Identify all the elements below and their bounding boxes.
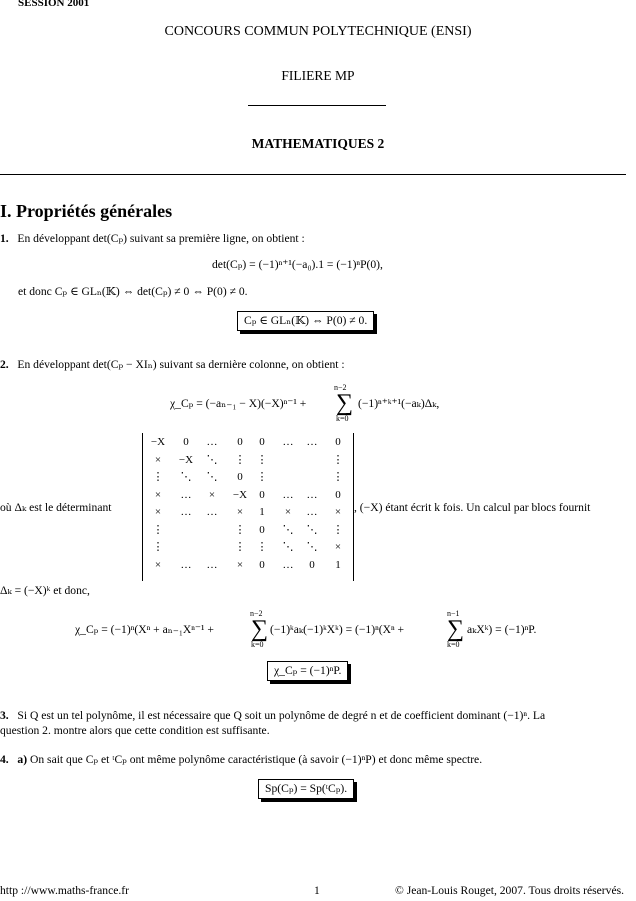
determinant-cell: −X	[232, 488, 248, 501]
determinant-cell: ×	[334, 506, 342, 518]
determinant-cell: ×	[208, 488, 216, 501]
determinant-intro: où Δₖ est le déterminant	[0, 501, 112, 514]
determinant-cell: 0	[259, 558, 265, 571]
determinant-cell: …	[180, 506, 192, 518]
determinant-cell: ⋮	[234, 523, 246, 536]
determinant-cell: 0	[259, 523, 265, 536]
determinant-cell: …	[206, 506, 218, 518]
determinant-cell: ×	[154, 506, 162, 518]
q2-boxed-result: χ_Cₚ = (−1)ⁿP.	[267, 661, 348, 681]
q3-number: 3.	[0, 709, 9, 722]
determinant-cell: −X	[150, 436, 166, 448]
determinant-cell: ⋱	[206, 471, 218, 483]
determinant-remark: , (−X) étant écrit k fois. Un calcul par blocs fournit	[354, 501, 591, 514]
determinant-cell: 0	[259, 436, 265, 448]
determinant-cell: ⋮	[332, 523, 344, 536]
q2-chi-eq-a: χ_Cₚ = (−1)ⁿ(Xⁿ + aₙ₋₁Xⁿ⁻¹ +	[75, 623, 214, 636]
determinant-cell: …	[206, 436, 218, 448]
matiere-title: MATHEMATIQUES 2	[251, 136, 385, 151]
filiere-title: FILIERE MP	[281, 68, 355, 83]
sum2-sigma: ∑	[251, 616, 269, 642]
determinant-cell: ×	[334, 541, 342, 553]
q4-text: 4. a) On sait que Cₚ et ᵗCₚ ont même polynôme caractéristique (à savoir (−1)ⁿP) et donc même spectre.	[0, 753, 483, 766]
determinant-cell: …	[306, 488, 318, 501]
determinant-cell: ⋮	[152, 523, 164, 536]
determinant-cell: …	[306, 436, 318, 448]
q1-equivalence: et donc Cₚ ∈ GLₙ(𝕂) ⇔ det(Cₚ) ≠ 0 ⇔ P(0) ≠ 0.	[18, 285, 248, 298]
determinant-cell: 0	[259, 488, 265, 501]
determinant-cell: ×	[284, 506, 292, 518]
determinant-cell: ×	[154, 453, 162, 466]
sum2-upper: n−2	[250, 609, 263, 618]
determinant-cell: ⋮	[332, 471, 344, 483]
determinant-cell: 0	[183, 436, 189, 448]
determinant-cell: 0	[335, 488, 341, 501]
determinant-cell: ×	[236, 558, 244, 571]
q4-boxed-result: Sp(Cₚ) = Sp(ᵗCₚ).	[258, 779, 354, 799]
determinant-cell: 0	[237, 471, 243, 483]
q1-boxed-result: Cₚ ∈ GLₙ(𝕂) ⇔ P(0) ≠ 0.	[237, 311, 374, 331]
determinant-cell: …	[206, 558, 218, 571]
concours-title: CONCOURS COMMUN POLYTECHNIQUE (ENSI)	[164, 24, 472, 39]
determinant-cell: ⋮	[256, 453, 268, 466]
determinant-cell: ⋮	[152, 471, 164, 483]
determinant-cell: 0	[237, 436, 243, 448]
q2-equation-right: (−1)ⁿ⁺ᵏ⁺¹(−aₖ)Δₖ,	[358, 397, 440, 410]
determinant-cell: 0	[309, 558, 315, 571]
q4-number: 4.	[0, 753, 9, 766]
sum3-lower: k=0	[447, 640, 460, 649]
session-label: SESSION 2001	[18, 0, 90, 9]
determinant-cell: 0	[335, 436, 341, 448]
determinant-cell: …	[282, 436, 294, 448]
sum1-lower: k=0	[336, 414, 349, 423]
q4-part-label: a)	[17, 753, 28, 766]
determinant-cell: …	[306, 506, 318, 518]
determinant-cell: ×	[236, 506, 244, 518]
determinant-cell: ⋮	[332, 453, 344, 466]
short-rule	[248, 105, 386, 106]
sum1-sigma: ∑	[336, 390, 354, 416]
determinant-cell: ⋮	[152, 541, 164, 553]
q2-chi-eq-c: aₖXᵏ) = (−1)ⁿP.	[467, 623, 537, 636]
q3-line1: 3. Si Q est un tel polynôme, il est nécessaire que Q soit un polynôme de degré n et de coefficient dominant (−1)ⁿ. La	[0, 709, 546, 722]
determinant-cell: ⋱	[206, 453, 218, 466]
q3-line2: question 2. montre alors que cette condition est suffisante.	[0, 724, 270, 737]
determinant-cell: ⋱	[306, 541, 318, 553]
q1-number: 1.	[0, 232, 9, 245]
determinant-cell: 1	[335, 558, 341, 571]
sum1-upper: n−2	[334, 383, 347, 392]
sum3-sigma: ∑	[447, 616, 465, 642]
section-title: I. Propriétés générales	[0, 201, 173, 221]
determinant-matrix	[142, 433, 354, 581]
footer-copyright: © Jean-Louis Rouget, 2007. Tous droits réservés.	[395, 884, 624, 897]
determinant-cell: …	[282, 558, 294, 571]
determinant-cell: ⋱	[180, 471, 192, 483]
determinant-cell: ⋮	[234, 453, 246, 466]
determinant-cell: ⋮	[256, 541, 268, 553]
determinant-cell: ⋱	[282, 541, 294, 553]
q2-intro: 2. En développant det(Cₚ − XIₙ) suivant sa dernière colonne, on obtient :	[0, 358, 345, 371]
determinant-cell: ×	[154, 488, 162, 501]
q1-intro: 1. En développant det(Cₚ) suivant sa première ligne, on obtient :	[0, 232, 305, 245]
footer-page-number: 1	[314, 884, 320, 897]
q1-equation: det(Cₚ) = (−1)ⁿ⁺¹(−a₀).1 = (−1)ⁿP(0),	[212, 258, 383, 271]
determinant-cell: ⋮	[234, 541, 246, 553]
determinant-cell: …	[180, 558, 192, 571]
determinant-cell: ⋱	[282, 523, 294, 536]
delta-result: Δₖ = (−X)ᵏ et donc,	[0, 584, 90, 597]
q2-chi-eq-b: (−1)ᵏaₖ(−1)ᵏXᵏ) = (−1)ⁿ(Xⁿ +	[270, 623, 405, 636]
sum2-lower: k=0	[251, 640, 264, 649]
determinant-cell: ⋮	[256, 471, 268, 483]
sum3-upper: n−1	[447, 609, 460, 618]
q2-equation-left: χ_Cₚ = (−aₙ₋₁ − X)(−X)ⁿ⁻¹ +	[170, 397, 307, 410]
determinant-cell: …	[180, 488, 192, 501]
determinant-cell: 1	[259, 506, 265, 518]
full-rule	[0, 174, 626, 175]
determinant-cell: ×	[154, 558, 162, 571]
determinant-cell: …	[282, 488, 294, 501]
determinant-cell: ⋱	[306, 523, 318, 536]
footer-url: http ://www.maths-france.fr	[0, 884, 129, 897]
determinant-cell: −X	[178, 453, 194, 466]
q2-number: 2.	[0, 358, 9, 371]
